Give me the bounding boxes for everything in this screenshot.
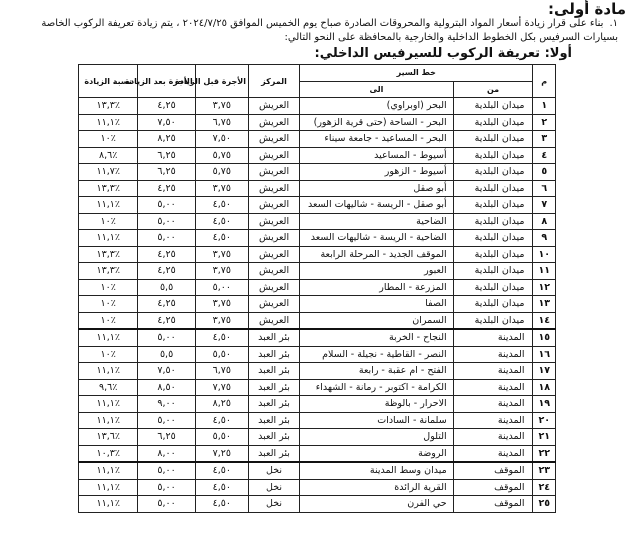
cell-before: ٥,٧٥: [195, 164, 248, 181]
cell-after: ٥,٠٠: [138, 496, 195, 513]
cell-m: ٤: [533, 147, 556, 164]
header-center: المركز: [248, 65, 299, 98]
cell-from: ميدان البلدية: [453, 147, 533, 164]
cell-m: ٥: [533, 164, 556, 181]
cell-from: ميدان البلدية: [453, 279, 533, 296]
cell-from: المدينة: [453, 329, 533, 346]
cell-after: ٦,٢٥: [138, 429, 195, 446]
table-row: [79, 131, 556, 148]
cell-before: ٣,٧٥: [195, 98, 248, 115]
cell-center: العريش: [248, 98, 299, 115]
cell-to: الاحرار - بالوظة: [300, 396, 454, 413]
cell-to: الموقف الجديد - المرحلة الرابعة: [300, 246, 454, 263]
cell-after: ٥,٠٠: [138, 230, 195, 247]
section-title: أولا: تعريفة الركوب للسيرفيس الداخلي:: [314, 46, 572, 61]
cell-pct: ٪١٠: [79, 296, 138, 313]
table-row: [79, 429, 556, 446]
cell-to: الصفا: [300, 296, 454, 313]
table-row: [79, 329, 556, 346]
cell-after: ٨,٢٥: [138, 131, 195, 148]
cell-to: الضاحية - الريسة - شاليهات السعد: [300, 230, 454, 247]
cell-after: ٤,٢٥: [138, 312, 195, 329]
cell-m: ٢٢: [533, 445, 556, 462]
cell-pct: ٪١١,١: [79, 230, 138, 247]
fare-table-body: [79, 98, 556, 513]
table-row: [79, 379, 556, 396]
cell-to: السمران: [300, 312, 454, 329]
header-pct: نسبة الزيادة: [79, 65, 138, 98]
cell-to: الضاحية: [300, 213, 454, 230]
cell-to: النجاح - الخربة: [300, 329, 454, 346]
cell-after: ٨,٥٠: [138, 379, 195, 396]
cell-to: العبور: [300, 263, 454, 280]
cell-pct: ٪١٠: [79, 131, 138, 148]
cell-from: ميدان البلدية: [453, 263, 533, 280]
cell-before: ٤,٥٠: [195, 329, 248, 346]
cell-before: ٦,٧٥: [195, 363, 248, 380]
cell-after: ٥,٠٠: [138, 329, 195, 346]
cell-before: ٤,٥٠: [195, 213, 248, 230]
cell-from: الموقف: [453, 462, 533, 479]
cell-to: أسيوط - الزهور: [300, 164, 454, 181]
cell-pct: ٪١١,١: [79, 412, 138, 429]
cell-m: ٨: [533, 213, 556, 230]
cell-center: نخل: [248, 496, 299, 513]
table-row: [79, 496, 556, 513]
cell-m: ١١: [533, 263, 556, 280]
cell-center: بئر العبد: [248, 412, 299, 429]
cell-center: نخل: [248, 479, 299, 496]
cell-center: بئر العبد: [248, 445, 299, 462]
cell-pct: ٪١٠: [79, 346, 138, 363]
cell-center: العريش: [248, 197, 299, 214]
cell-center: بئر العبد: [248, 396, 299, 413]
cell-from: ميدان البلدية: [453, 197, 533, 214]
table-row: [79, 98, 556, 115]
cell-after: ٤,٢٥: [138, 98, 195, 115]
cell-after: ٥,٠٠: [138, 462, 195, 479]
cell-before: ٥,٠٠: [195, 279, 248, 296]
cell-after: ٤,٢٥: [138, 263, 195, 280]
cell-to: الفتح - ام عقبة - رابعة: [300, 363, 454, 380]
cell-before: ٥,٥٠: [195, 346, 248, 363]
cell-from: ميدان البلدية: [453, 131, 533, 148]
table-row: [79, 213, 556, 230]
cell-pct: ٪١١,١: [79, 329, 138, 346]
cell-from: المدينة: [453, 396, 533, 413]
table-row: [79, 180, 556, 197]
cell-from: المدينة: [453, 379, 533, 396]
cell-center: بئر العبد: [248, 363, 299, 380]
cell-m: ٢: [533, 114, 556, 131]
cell-before: ٤,٥٠: [195, 479, 248, 496]
cell-center: العريش: [248, 296, 299, 313]
cell-before: ٨,٢٥: [195, 396, 248, 413]
cell-center: بئر العبد: [248, 346, 299, 363]
cell-from: ميدان البلدية: [453, 180, 533, 197]
table-row: [79, 346, 556, 363]
cell-m: ٧: [533, 197, 556, 214]
table-row: [79, 445, 556, 462]
cell-after: ٥,٥: [138, 279, 195, 296]
cell-pct: ٪١٠: [79, 279, 138, 296]
table-row: [79, 312, 556, 329]
cell-before: ٤,٥٠: [195, 197, 248, 214]
cell-pct: ٪١٣,٣: [79, 263, 138, 280]
table-row: [79, 246, 556, 263]
cell-before: ٤,٥٠: [195, 462, 248, 479]
cell-m: ١: [533, 98, 556, 115]
cell-before: ٤,٥٠: [195, 230, 248, 247]
cell-before: ٣,٧٥: [195, 180, 248, 197]
table-row: [79, 396, 556, 413]
cell-m: ٣: [533, 131, 556, 148]
cell-before: ٧,٧٥: [195, 379, 248, 396]
cell-from: ميدان البلدية: [453, 213, 533, 230]
table-row: [79, 147, 556, 164]
cell-before: ٤,٥٠: [195, 496, 248, 513]
cell-to: البحر (اوبراوي): [300, 98, 454, 115]
cell-after: ٧,٥٠: [138, 363, 195, 380]
cell-pct: ٪١١,١: [79, 114, 138, 131]
header-line: خط السير: [300, 65, 533, 82]
cell-m: ٦: [533, 180, 556, 197]
cell-center: العريش: [248, 180, 299, 197]
fare-table: [78, 64, 556, 513]
cell-pct: ٪١١,١: [79, 363, 138, 380]
cell-before: ٣,٧٥: [195, 246, 248, 263]
cell-m: ١٦: [533, 346, 556, 363]
cell-to: المزرعة - المطار: [300, 279, 454, 296]
cell-m: ١٤: [533, 312, 556, 329]
cell-pct: ٪١١,١: [79, 396, 138, 413]
cell-pct: ٪٨,٦: [79, 147, 138, 164]
cell-from: ميدان البلدية: [453, 230, 533, 247]
table-row: [79, 412, 556, 429]
cell-from: المدينة: [453, 363, 533, 380]
cell-center: العريش: [248, 114, 299, 131]
table-row: [79, 263, 556, 280]
cell-m: ١٠: [533, 246, 556, 263]
intro-text: بناء على قرار زيادة أسعار المواد البترولية والمحروقات الصادرة صباح يوم الخميس الموافق ٢٠٢٤/٧/٢٥ ، يتم زيادة تعريفة الركوب الخاصة بسيارات السرفيس بكل الخطوط الداخلية والخارجية بالمحافظة على النحو التالي:: [41, 18, 618, 43]
cell-after: ٥,٠٠: [138, 213, 195, 230]
cell-from: ميدان البلدية: [453, 296, 533, 313]
cell-pct: ٪١٠: [79, 213, 138, 230]
cell-center: العريش: [248, 147, 299, 164]
cell-from: ميدان البلدية: [453, 114, 533, 131]
cell-after: ٤,٢٥: [138, 180, 195, 197]
cell-pct: ٪١١,١: [79, 197, 138, 214]
cell-from: المدينة: [453, 429, 533, 446]
cell-center: بئر العبد: [248, 379, 299, 396]
cell-m: ٢١: [533, 429, 556, 446]
cell-after: ٩,٠٠: [138, 396, 195, 413]
cell-pct: ٪١١,١: [79, 479, 138, 496]
cell-center: بئر العبد: [248, 329, 299, 346]
cell-pct: ٪٩,٦: [79, 379, 138, 396]
header-m: م: [533, 65, 556, 98]
cell-m: ٢٥: [533, 496, 556, 513]
article-heading: مادة أولى:: [548, 0, 626, 18]
cell-center: العريش: [248, 131, 299, 148]
table-row: [79, 363, 556, 380]
cell-after: ٥,٠٠: [138, 479, 195, 496]
cell-from: المدينة: [453, 412, 533, 429]
cell-from: ميدان البلدية: [453, 312, 533, 329]
cell-m: ٢٣: [533, 462, 556, 479]
cell-pct: ٪١٣,٣: [79, 180, 138, 197]
cell-center: العريش: [248, 213, 299, 230]
header-before: الأجرة قبل الزيادة: [195, 65, 248, 98]
table-row: [79, 197, 556, 214]
cell-to: التلول: [300, 429, 454, 446]
cell-from: ميدان البلدية: [453, 246, 533, 263]
cell-from: الموقف: [453, 479, 533, 496]
cell-before: ٧,٥٠: [195, 131, 248, 148]
cell-before: ٧,٢٥: [195, 445, 248, 462]
cell-after: ٤,٢٥: [138, 296, 195, 313]
cell-after: ٦,٢٥: [138, 164, 195, 181]
table-row: [79, 164, 556, 181]
cell-to: أبو صقل: [300, 180, 454, 197]
cell-after: ٥,٥: [138, 346, 195, 363]
cell-pct: ٪١٠,٣: [79, 445, 138, 462]
cell-before: ٣,٧٥: [195, 312, 248, 329]
cell-center: العريش: [248, 279, 299, 296]
cell-before: ٥,٥٠: [195, 429, 248, 446]
table-row: [79, 296, 556, 313]
cell-m: ١٢: [533, 279, 556, 296]
cell-center: العريش: [248, 230, 299, 247]
cell-center: العريش: [248, 263, 299, 280]
cell-to: البحر - الساحة (حتى قرية الزهور): [300, 114, 454, 131]
cell-m: ٢٠: [533, 412, 556, 429]
cell-center: العريش: [248, 246, 299, 263]
cell-to: القرية الرائدة: [300, 479, 454, 496]
cell-m: ٢٤: [533, 479, 556, 496]
cell-before: ٣,٧٥: [195, 263, 248, 280]
cell-to: الروضة: [300, 445, 454, 462]
cell-m: ١٩: [533, 396, 556, 413]
cell-after: ٦,٢٥: [138, 147, 195, 164]
table-row: [79, 279, 556, 296]
cell-pct: ٪١١,١: [79, 462, 138, 479]
cell-before: ٣,٧٥: [195, 296, 248, 313]
cell-to: سلمانة - السادات: [300, 412, 454, 429]
cell-after: ٧,٥٠: [138, 114, 195, 131]
cell-from: ميدان البلدية: [453, 98, 533, 115]
cell-from: الموقف: [453, 496, 533, 513]
cell-to: النصر - القاطية - نجيلة - السلام: [300, 346, 454, 363]
cell-m: ١٨: [533, 379, 556, 396]
cell-m: ١٧: [533, 363, 556, 380]
cell-center: العريش: [248, 164, 299, 181]
cell-to: ميدان وسط المدينة: [300, 462, 454, 479]
cell-pct: ٪١٣,٣: [79, 98, 138, 115]
cell-m: ١٣: [533, 296, 556, 313]
table-row: [79, 230, 556, 247]
cell-pct: ٪١٣,٣: [79, 246, 138, 263]
cell-to: حي الفرن: [300, 496, 454, 513]
table-row: [79, 479, 556, 496]
intro-paragraph: [38, 17, 618, 45]
cell-to: أسيوط - المساعيد: [300, 147, 454, 164]
table-row: [79, 114, 556, 131]
cell-center: نخل: [248, 462, 299, 479]
cell-after: ٤,٢٥: [138, 246, 195, 263]
header-from: من: [453, 81, 533, 98]
cell-to: أبو صقل - الريسة - شاليهات السعد: [300, 197, 454, 214]
intro-number: ١.: [609, 18, 618, 29]
cell-center: العريش: [248, 312, 299, 329]
cell-after: ٥,٠٠: [138, 412, 195, 429]
cell-pct: ٪١١,١: [79, 496, 138, 513]
cell-after: ٨,٠٠: [138, 445, 195, 462]
cell-from: ميدان البلدية: [453, 164, 533, 181]
cell-before: ٥,٧٥: [195, 147, 248, 164]
cell-before: ٦,٧٥: [195, 114, 248, 131]
cell-center: بئر العبد: [248, 429, 299, 446]
cell-to: الكرامة - اكتوبر - رمانة - الشهداء: [300, 379, 454, 396]
cell-pct: ٪١٠: [79, 312, 138, 329]
cell-m: ١٥: [533, 329, 556, 346]
header-to: الى: [300, 81, 454, 98]
cell-after: ٥,٠٠: [138, 197, 195, 214]
cell-pct: ٪١١,٧: [79, 164, 138, 181]
cell-before: ٤,٥٠: [195, 412, 248, 429]
cell-pct: ٪١٣,٦: [79, 429, 138, 446]
header-after: الأجرة بعد الزيادة: [138, 65, 195, 98]
cell-to: البحر - المساعيد - جامعة سيناء: [300, 131, 454, 148]
cell-m: ٩: [533, 230, 556, 247]
cell-from: المدينة: [453, 346, 533, 363]
table-row: [79, 462, 556, 479]
cell-from: المدينة: [453, 445, 533, 462]
fare-table-wrapper: [78, 64, 556, 513]
